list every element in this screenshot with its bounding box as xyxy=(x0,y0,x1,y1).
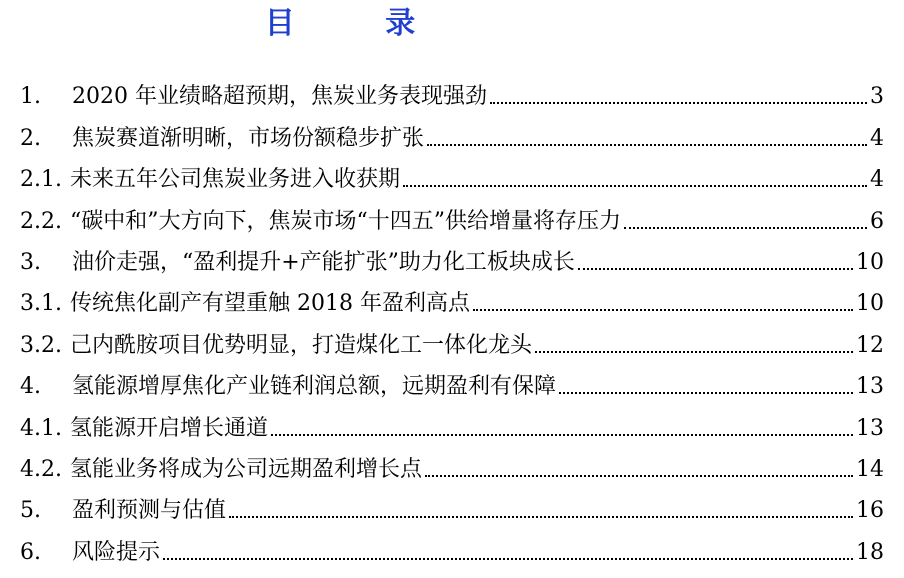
toc-entry-4[interactable] xyxy=(20,359,884,400)
toc-entry-number: 3. xyxy=(20,249,41,275)
toc-dot-leader xyxy=(229,516,853,518)
toc-dot-leader xyxy=(163,558,853,560)
toc-entry-number: 2. xyxy=(20,125,41,151)
toc-entry-page: 18 xyxy=(856,539,884,565)
toc-dot-leader xyxy=(403,185,867,187)
toc-dot-leader xyxy=(535,351,853,353)
toc-entry-text: 己内酰胺项目优势明显，打造煤化工一体化龙头 xyxy=(70,332,533,358)
toc-dot-leader xyxy=(624,227,867,229)
toc-entry-page: 10 xyxy=(856,249,884,275)
toc-dot-leader xyxy=(559,392,853,394)
toc-entry-number: 3.2. xyxy=(20,332,62,358)
toc-entry-text: 未来五年公司焦炭业务进入收获期 xyxy=(70,167,401,193)
toc-entry-page: 14 xyxy=(856,456,884,482)
toc-entry-page: 12 xyxy=(856,332,884,358)
toc-entry-4-1[interactable] xyxy=(20,400,884,441)
toc-entry-number: 4. xyxy=(20,374,41,400)
toc-entry-number: 4.1. xyxy=(20,415,62,441)
toc-entry-page: 3 xyxy=(870,84,884,110)
toc-dot-leader xyxy=(490,102,867,104)
toc-entry-number: 2.2. xyxy=(20,208,62,234)
toc-entry-2-1[interactable] xyxy=(20,152,884,193)
toc-title: 目 录 xyxy=(264,6,456,41)
toc-entry-page: 4 xyxy=(870,167,884,193)
toc-dot-leader xyxy=(578,268,853,270)
toc-entry-2[interactable] xyxy=(20,110,884,151)
toc-entry-page: 6 xyxy=(870,208,884,234)
toc-entry-1[interactable] xyxy=(20,69,884,110)
toc-entry-4-2[interactable] xyxy=(20,442,884,483)
toc-entry-page: 16 xyxy=(856,498,884,524)
toc-entry-text: 盈利预测与估值 xyxy=(72,498,227,524)
toc-entry-number: 1. xyxy=(20,84,41,110)
toc-entry-number: 2.1. xyxy=(20,167,62,193)
toc-entry-3-1[interactable] xyxy=(20,276,884,317)
toc-entry-5[interactable] xyxy=(20,483,884,524)
toc-dot-leader xyxy=(271,434,853,436)
toc-entry-3[interactable] xyxy=(20,235,884,276)
toc-entry-3-2[interactable] xyxy=(20,317,884,358)
toc-entry-2-2[interactable] xyxy=(20,193,884,234)
toc-dot-leader xyxy=(473,309,853,311)
toc-entry-text: 油价走强，“盈利提升+产能扩张”助力化工板块成长 xyxy=(72,249,575,275)
toc-dot-leader xyxy=(427,144,867,146)
toc-entry-text: “碳中和”大方向下，焦炭市场“十四五”供给增量将存压力 xyxy=(70,208,621,234)
toc-entry-page: 13 xyxy=(856,374,884,400)
toc-dot-leader xyxy=(425,475,853,477)
toc-entry-number: 6. xyxy=(20,539,41,565)
toc-entry-text: 2020 年业绩略超预期，焦炭业务表现强劲 xyxy=(72,84,487,110)
toc-entry-text: 风险提示 xyxy=(72,539,161,565)
toc-entry-number: 4.2. xyxy=(20,456,62,482)
toc-entry-text: 氢能源增厚焦化产业链利润总额，远期盈利有保障 xyxy=(72,374,557,400)
toc-list xyxy=(20,69,884,566)
toc-entry-page: 13 xyxy=(856,415,884,441)
toc-entry-6[interactable] xyxy=(20,524,884,565)
toc-entry-number: 3.1. xyxy=(20,291,62,317)
toc-entry-number: 5. xyxy=(20,498,41,524)
toc-entry-text: 氢能业务将成为公司远期盈利增长点 xyxy=(70,456,423,482)
toc-entry-text: 传统焦化副产有望重触 2018 年盈利高点 xyxy=(70,291,470,317)
toc-entry-text: 焦炭赛道渐明晰，市场份额稳步扩张 xyxy=(72,125,425,151)
toc-entry-page: 10 xyxy=(856,291,884,317)
toc-entry-text: 氢能源开启增长通道 xyxy=(70,415,269,441)
toc-entry-page: 4 xyxy=(870,125,884,151)
